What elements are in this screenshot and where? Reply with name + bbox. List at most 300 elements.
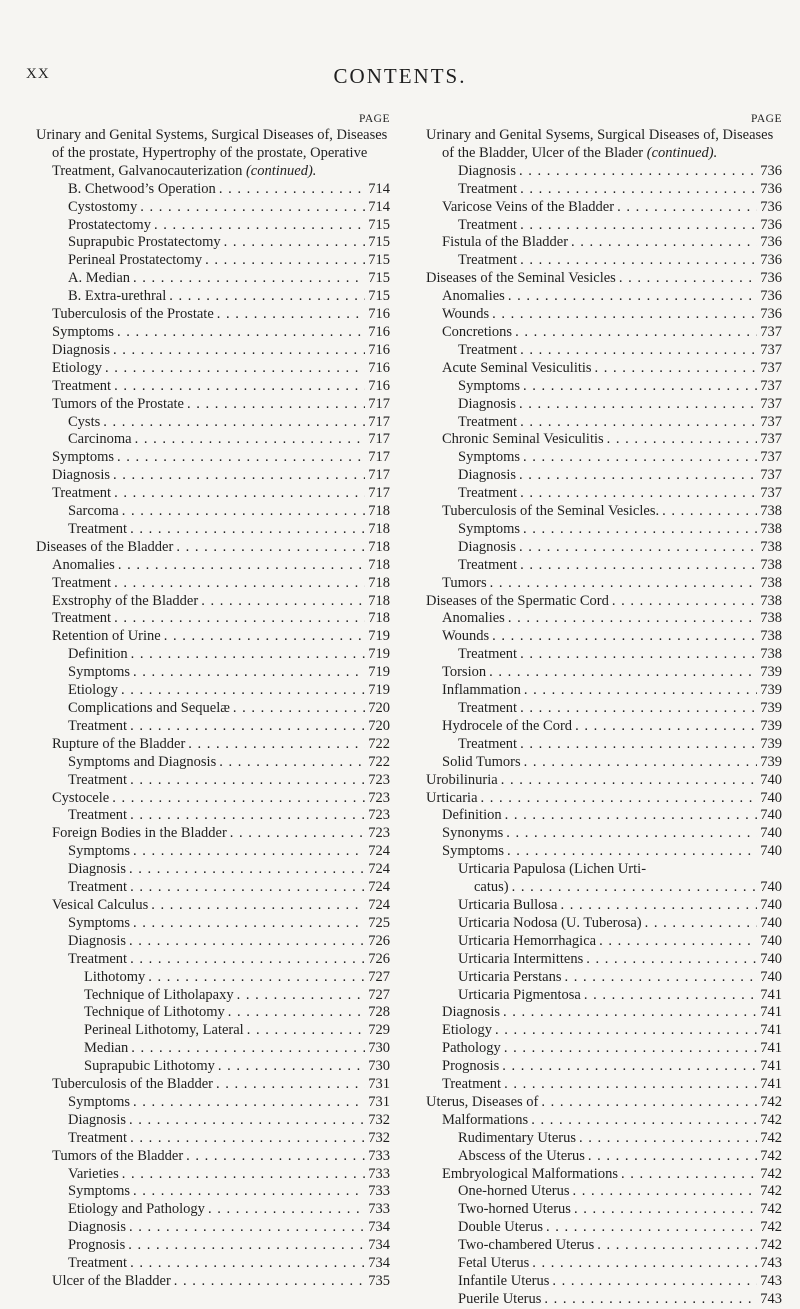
dot-leader: [126, 861, 365, 879]
toc-entry-title: Solid Tumors: [442, 753, 521, 770]
toc-entry-title: Symptoms: [442, 843, 505, 860]
toc-entry-page: 717: [368, 395, 390, 412]
toc-entry-page: 716: [368, 306, 390, 323]
toc-entry: [426, 234, 782, 252]
toc-entry: [426, 1255, 782, 1273]
toc-entry: [426, 790, 782, 808]
dot-leader: [509, 879, 757, 897]
toc-entry: [426, 1076, 782, 1094]
dot-leader: [184, 396, 365, 414]
dot-leader: [234, 987, 365, 1005]
toc-entry-page: 738: [760, 574, 782, 591]
page-column-label: PAGE: [751, 113, 782, 125]
toc-entry: [426, 360, 782, 378]
dot-leader: [521, 682, 757, 700]
toc-entry: [36, 700, 390, 718]
dot-leader: [517, 736, 757, 754]
toc-entry-page: 718: [368, 503, 390, 520]
toc-entry-page: 718: [368, 592, 390, 609]
toc-entry-page: 729: [368, 1022, 390, 1039]
toc-entry: [36, 360, 390, 378]
toc-entry-title: Abscess of the Uterus: [458, 1147, 585, 1164]
dot-leader: [498, 772, 757, 790]
toc-entry-page: 733: [368, 1201, 390, 1218]
page-column-label: PAGE: [359, 113, 390, 125]
dot-leader: [516, 539, 757, 557]
toc-entry-page: 736: [760, 270, 782, 287]
toc-entry: [36, 1166, 390, 1184]
toc-entry-title: Concretions: [442, 323, 513, 340]
dot-leader: [111, 378, 365, 396]
toc-entry: [426, 414, 782, 432]
toc-entry-title: Fetal Uterus: [458, 1255, 530, 1272]
dot-leader: [516, 163, 757, 181]
toc-entry-title: Treatment: [52, 610, 112, 627]
dot-leader: [126, 933, 365, 951]
toc-entry: [36, 664, 390, 682]
toc-entry: [426, 897, 782, 915]
dot-leader: [110, 467, 365, 485]
toc-entry: [36, 1004, 390, 1022]
toc-entry-page: 715: [368, 252, 390, 269]
toc-entry-title: Etiology: [442, 1022, 492, 1039]
toc-entry: [36, 1022, 390, 1040]
dot-leader: [127, 807, 365, 825]
toc-entry-page: 734: [368, 1237, 390, 1254]
toc-entry-page: 741: [760, 1040, 782, 1057]
toc-entry-title: Treatment: [68, 1255, 128, 1272]
toc-entry-page: 737: [760, 359, 782, 376]
dot-leader: [505, 288, 757, 306]
toc-entry-page: 742: [760, 1219, 782, 1236]
dot-leader: [130, 1183, 365, 1201]
toc-entry-page: 718: [368, 538, 390, 555]
toc-entry-title: Symptoms: [458, 377, 521, 394]
toc-entry-page: 736: [760, 306, 782, 323]
toc-entry: [36, 252, 390, 270]
toc-entry-page: 724: [368, 879, 390, 896]
toc-entry: [36, 503, 390, 521]
dot-leader: [215, 1058, 365, 1076]
dot-leader: [130, 664, 365, 682]
page-title: CONTENTS.: [333, 64, 467, 88]
toc-entry-title: Vesical Calculus: [52, 896, 149, 913]
toc-entry: [36, 843, 390, 861]
dot-leader: [549, 1273, 757, 1291]
toc-entry-page: 739: [760, 664, 782, 681]
toc-entry-title: Symptoms: [68, 1093, 131, 1110]
toc-entry-page: 740: [760, 843, 782, 860]
toc-entry-title: Treatment: [458, 252, 518, 269]
toc-entry-title: Anomalies: [52, 556, 115, 573]
toc-entry-title: Anomalies: [442, 610, 505, 627]
dot-leader: [114, 324, 365, 342]
toc-entry: [36, 485, 390, 503]
toc-entry-page: 736: [760, 252, 782, 269]
toc-entry: [426, 396, 782, 414]
toc-entry: [36, 306, 390, 324]
dot-leader: [127, 1130, 365, 1148]
dot-leader: [244, 1022, 365, 1040]
toc-entry-page: 734: [368, 1255, 390, 1272]
toc-entry-title: Uterus, Diseases of: [426, 1093, 539, 1110]
toc-entry-title: Perineal Prostatectomy: [68, 252, 203, 269]
toc-entry-page: 723: [368, 807, 390, 824]
toc-entry: [36, 897, 390, 915]
toc-entry-page: 719: [368, 646, 390, 663]
toc-entry-page: 716: [368, 341, 390, 358]
toc-entry: [36, 431, 390, 449]
toc-entry-page: 726: [368, 932, 390, 949]
toc-entry: [36, 396, 390, 414]
dot-leader: [517, 485, 757, 503]
toc-entry: [36, 915, 390, 933]
toc-entry-title: Treatment: [442, 1076, 502, 1093]
right-column: [426, 111, 782, 1309]
toc-entry-page: 742: [760, 1183, 782, 1200]
dot-leader: [478, 790, 757, 808]
toc-entry: [426, 288, 782, 306]
dot-leader: [486, 664, 757, 682]
dot-leader: [517, 342, 757, 360]
toc-entry: [426, 1166, 782, 1184]
toc-entry: [36, 951, 390, 969]
toc-entry-title: Treatment: [458, 735, 518, 752]
dot-leader: [125, 1237, 365, 1255]
toc-entry: [426, 969, 782, 987]
toc-entry-page: 740: [760, 807, 782, 824]
toc-entry: [36, 772, 390, 790]
toc-entry-title: Retention of Urine: [52, 628, 161, 645]
dot-leader: [520, 449, 757, 467]
toc-entry: [426, 1112, 782, 1130]
toc-entry-page: 722: [368, 753, 390, 770]
toc-entry-page: 717: [368, 431, 390, 448]
toc-entry-title: Diagnosis: [442, 1004, 500, 1021]
toc-entry-title: Cystocele: [52, 789, 110, 806]
toc-entry-title: Symptoms: [68, 843, 131, 860]
dot-leader: [127, 951, 365, 969]
dot-leader: [581, 987, 757, 1005]
continued-label: (continued).: [646, 144, 718, 161]
page-number: XX: [26, 66, 50, 82]
toc-entry: [36, 342, 390, 360]
toc-entry: [36, 234, 390, 252]
toc-entry: [36, 199, 390, 217]
toc-entry-title: Symptoms: [68, 1183, 131, 1200]
toc-entry: [36, 414, 390, 432]
toc-entry-page: 718: [368, 556, 390, 573]
toc-entry: [426, 378, 782, 396]
toc-entry-page: 733: [368, 1147, 390, 1164]
toc-entry-page: 728: [368, 1004, 390, 1021]
toc-entry-page: 722: [368, 735, 390, 752]
toc-entry: [36, 1076, 390, 1094]
toc-entry: [426, 1130, 782, 1148]
toc-entry-title: Prognosis: [68, 1237, 126, 1254]
toc-entry-page: 737: [760, 395, 782, 412]
dot-leader: [642, 915, 757, 933]
toc-entry-page: 715: [368, 216, 390, 233]
dot-leader: [100, 414, 365, 432]
toc-entry-page: 723: [368, 825, 390, 842]
toc-entry-title: Urticaria Pigmentosa: [458, 986, 581, 1003]
toc-entry-title: B. Extra-urethral: [68, 288, 167, 305]
toc-entry-title: Symptoms: [68, 914, 131, 931]
toc-entry-title: Hydrocele of the Cord: [442, 717, 573, 734]
dot-leader: [583, 951, 757, 969]
dot-leader: [520, 521, 757, 539]
dot-leader: [517, 181, 757, 199]
toc-entry-title: Symptoms: [52, 323, 115, 340]
toc-entry: [36, 754, 390, 772]
toc-entry-page: 720: [368, 700, 390, 716]
toc-entry-page: 714: [368, 198, 390, 215]
toc-entry-title: Definition: [68, 646, 128, 663]
toc-entry-page: 741: [760, 1022, 782, 1039]
toc-entry: [36, 288, 390, 306]
toc-entry-page: 740: [760, 968, 782, 985]
toc-entry-page: 732: [368, 1129, 390, 1146]
toc-entry: [426, 575, 782, 593]
dot-leader: [127, 521, 365, 539]
toc-entry-page: 723: [368, 771, 390, 788]
toc-entry-title: Treatment: [52, 485, 112, 502]
toc-entry: [426, 754, 782, 772]
toc-entry-page: 737: [760, 341, 782, 358]
toc-entry-title: Treatment: [458, 180, 518, 197]
toc-entry: [426, 718, 782, 736]
toc-entry-page: 742: [760, 1147, 782, 1164]
toc-entry: [426, 1219, 782, 1237]
dot-leader: [128, 1040, 365, 1058]
toc-entry-title: Malformations: [442, 1111, 529, 1128]
dot-leader: [568, 234, 757, 252]
dot-leader: [501, 1040, 757, 1058]
toc-entry: [426, 252, 782, 270]
toc-entry: [426, 521, 782, 539]
toc-entry: [36, 628, 390, 646]
dot-leader: [489, 628, 757, 646]
toc-entry-title: Treatment: [68, 771, 128, 788]
dot-leader: [151, 217, 365, 235]
dot-leader: [501, 1076, 757, 1094]
toc-entry-title: Diagnosis: [68, 932, 126, 949]
dot-leader: [503, 825, 757, 843]
toc-entry: [426, 1183, 782, 1201]
toc-entry: [36, 1112, 390, 1130]
toc-entry-page: 739: [760, 753, 782, 770]
dot-leader: [111, 575, 365, 593]
toc-entry-title: Technique of Lithotomy: [84, 1004, 225, 1021]
toc-entry-page: 740: [760, 825, 782, 842]
dot-leader: [127, 879, 365, 897]
dot-leader: [198, 593, 365, 611]
dot-leader: [132, 431, 365, 449]
toc-entry-title: Urticaria Nodosa (U. Tuberosa): [458, 914, 642, 931]
toc-entry: [426, 306, 782, 324]
toc-entry: [36, 1094, 390, 1112]
toc-entry-title: Treatment: [52, 574, 112, 591]
toc-entry-page: 739: [760, 735, 782, 752]
toc-entry-page: 730: [368, 1058, 390, 1075]
toc-entry: [426, 163, 782, 181]
toc-entry-title: Diseases of the Bladder: [36, 538, 174, 555]
toc-entry-page: 736: [760, 198, 782, 215]
toc-entry: [426, 270, 782, 288]
dot-leader: [570, 1183, 757, 1201]
dot-leader: [126, 1219, 365, 1237]
toc-entry: [36, 593, 390, 611]
toc-entry-title: Prostatectomy: [68, 216, 151, 233]
dot-leader: [114, 449, 365, 467]
toc-entry: [426, 1058, 782, 1076]
dot-leader: [225, 1004, 365, 1022]
toc-entry: [36, 736, 390, 754]
toc-entry-title: Median: [84, 1040, 129, 1057]
toc-entry-page: 737: [760, 467, 782, 484]
dot-leader: [500, 1004, 757, 1022]
toc-entry-page: 736: [760, 234, 782, 251]
toc-entry-title: Rupture of the Bladder: [52, 735, 186, 752]
toc-entry-title: Treatment: [458, 646, 518, 663]
dot-leader: [110, 342, 365, 360]
toc-entry-title: Treatment: [458, 413, 518, 430]
toc-entry: [426, 485, 782, 503]
toc-entry-page: 718: [368, 520, 390, 537]
continued-label: (continued).: [245, 162, 317, 179]
toc-entry-title: Wounds: [442, 306, 490, 323]
toc-entry-title: Treatment: [458, 700, 518, 716]
dot-leader: [557, 897, 757, 915]
toc-entry-page: 733: [368, 1165, 390, 1182]
dot-leader: [659, 503, 757, 521]
toc-entry: [426, 503, 782, 521]
toc-entry: [36, 1040, 390, 1058]
toc-entry-page: 716: [368, 377, 390, 394]
toc-entry: [36, 1273, 390, 1291]
toc-entry-title: Cysts: [68, 413, 101, 430]
toc-entry: [36, 610, 390, 628]
toc-entry-page: 741: [760, 1058, 782, 1075]
toc-entry-page: 733: [368, 1183, 390, 1200]
toc-entry-page: 731: [368, 1076, 390, 1093]
toc-entry: [36, 718, 390, 736]
dot-leader: [214, 306, 365, 324]
dot-leader: [230, 700, 365, 718]
toc-entry: [426, 646, 782, 664]
toc-entry-title: Embryological Malformations: [442, 1165, 618, 1182]
toc-entry-title: Urticaria: [426, 789, 478, 806]
dot-leader: [487, 575, 757, 593]
toc-entry-title: Etiology: [52, 359, 102, 376]
dot-leader: [145, 969, 365, 987]
toc-entry: [426, 431, 782, 449]
toc-entry-title: Prognosis: [442, 1058, 500, 1075]
toc-entry-title: Urticaria Papulosa (Lichen Urti-: [458, 861, 647, 878]
toc-entry: [36, 969, 390, 987]
toc-entry: [426, 449, 782, 467]
dot-leader: [604, 431, 757, 449]
toc-entry-page: 740: [760, 789, 782, 806]
toc-entry-page: 736: [760, 216, 782, 233]
toc-entry: [36, 1201, 390, 1219]
toc-entry-page: 737: [760, 413, 782, 430]
toc-entry-page: 743: [760, 1273, 782, 1289]
toc-entry-title: Two-chambered Uterus: [458, 1237, 595, 1254]
dot-leader: [572, 718, 757, 736]
toc-entry-page: 742: [760, 1165, 782, 1182]
toc-entry-page: 738: [760, 538, 782, 555]
toc-entry-title: Suprapubic Prostatectomy: [68, 234, 221, 251]
toc-entry-page: 716: [368, 359, 390, 376]
toc-entry-page: 724: [368, 896, 390, 913]
toc-entry-title: Diagnosis: [52, 341, 110, 358]
toc-entry-page: 716: [368, 323, 390, 340]
toc-entry-page: 738: [760, 556, 782, 573]
toc-entry-title: Urticaria Hemorrhagica: [458, 932, 597, 949]
toc-entry-title: Diagnosis: [52, 467, 110, 484]
dot-leader: [517, 557, 757, 575]
toc-entry-page: 717: [368, 413, 390, 430]
toc-entry: [426, 933, 782, 951]
dot-leader: [502, 807, 757, 825]
toc-entry: [36, 1237, 390, 1255]
dot-leader: [185, 736, 365, 754]
dot-leader: [130, 915, 365, 933]
toc-entry: [426, 825, 782, 843]
toc-entry-title: Ulcer of the Bladder: [52, 1273, 171, 1289]
toc-entry: [36, 467, 390, 485]
toc-entry-title: Diagnosis: [68, 1111, 126, 1128]
dot-leader: [213, 1076, 365, 1094]
toc-entry-page: 727: [368, 968, 390, 985]
toc-entry-page: 741: [760, 1076, 782, 1093]
dot-leader: [173, 539, 365, 557]
toc-entry: [36, 217, 390, 235]
toc-entry-title: Treatment: [68, 807, 128, 824]
toc-entry-title: Sarcoma: [68, 503, 119, 520]
toc-entry: [426, 1148, 782, 1166]
dot-leader: [585, 1148, 757, 1166]
toc-entry-page: 725: [368, 914, 390, 931]
toc-entry-page: 734: [368, 1219, 390, 1236]
toc-entry-page: 717: [368, 485, 390, 502]
toc-entry: [426, 217, 782, 235]
toc-entry-title: Urobilinuria: [426, 771, 498, 788]
toc-entry: [36, 1183, 390, 1201]
toc-entry-page: 719: [368, 628, 390, 645]
section-heading: [36, 127, 390, 181]
toc-entry-title: Pathology: [442, 1040, 501, 1057]
toc-entry: [426, 342, 782, 360]
toc-entry-page: 739: [760, 700, 782, 716]
toc-entry-page: 740: [760, 932, 782, 949]
dot-leader: [171, 1273, 365, 1291]
dot-leader: [127, 1255, 365, 1273]
toc-entry-title: Lithotomy: [84, 968, 146, 985]
toc-entry: [426, 539, 782, 557]
toc-entry-page: 741: [760, 986, 782, 1003]
dot-leader: [130, 1094, 365, 1112]
toc-entry-page: 723: [368, 789, 390, 806]
dot-leader: [618, 1166, 757, 1184]
toc-entry: [426, 557, 782, 575]
toc-entry-title: Infantile Uterus: [458, 1273, 550, 1289]
toc-entry-title: Treatment: [458, 485, 518, 502]
toc-entry-title: Definition: [442, 807, 502, 824]
toc-entries: [36, 181, 390, 1291]
